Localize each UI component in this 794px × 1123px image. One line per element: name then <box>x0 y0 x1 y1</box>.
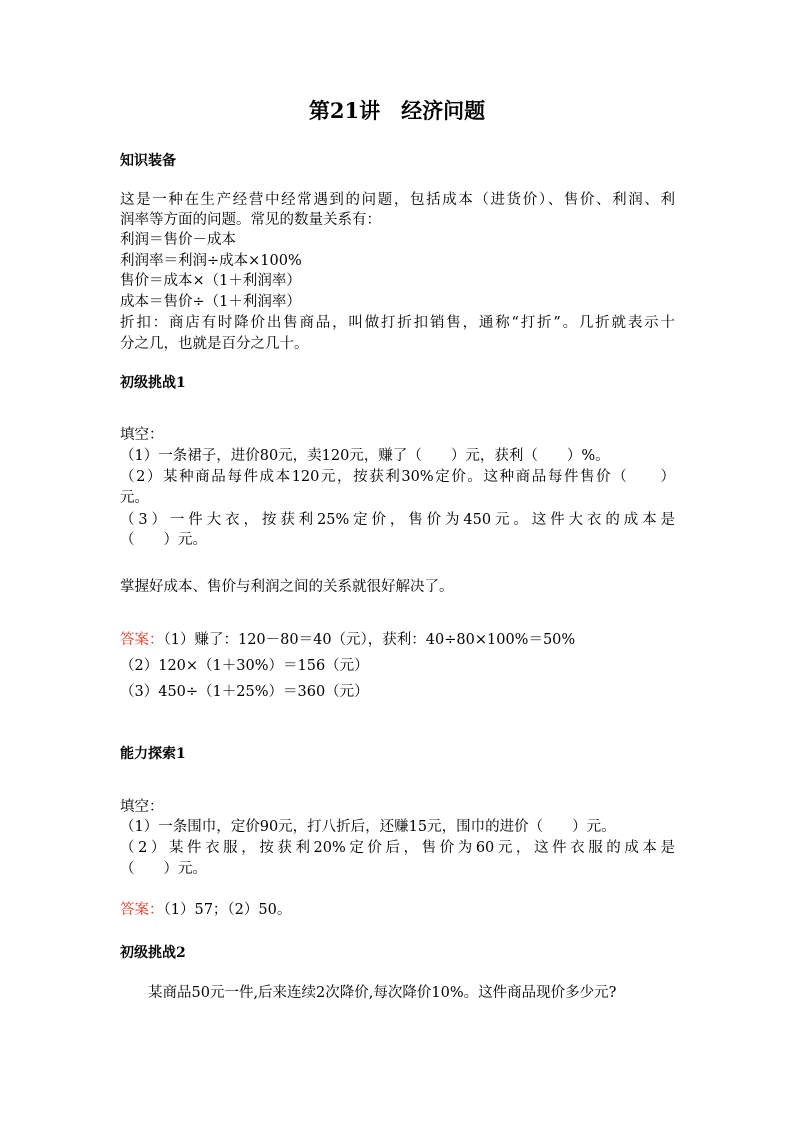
knowledge-line: 分之几，也就是百分之几十。 <box>120 336 309 352</box>
question-3-cont: （ ）元。 <box>120 532 207 548</box>
question: 某商品50元一件,后来连续2次降价,每次降价10%。这件商品现价多少元? <box>148 985 617 1001</box>
answer-text: （1）57；（2）50。 <box>163 902 292 918</box>
question-2-cont: 元。 <box>120 490 149 506</box>
answer-line <box>120 630 575 650</box>
section-heading-knowledge: 知识装备 <box>120 153 176 169</box>
fill-blank-label: 填空： <box>120 427 164 443</box>
knowledge-line: 润率等方面的问题。常见的数量关系有： <box>120 212 381 228</box>
page-title: 第21讲 经济问题 <box>308 98 486 123</box>
knowledge-line: 折扣：商店有时降价出售商品，叫做打折扣销售，通称“打折”。几折就表示十 <box>120 315 675 331</box>
question-3: （3）一件大衣，按获利25%定价，售价为450元。这件大衣的成本是 <box>120 512 675 528</box>
question-2-cont: （ ）元。 <box>120 861 207 877</box>
formula-profit-rate: 利润率＝利润÷成本×100% <box>120 253 302 269</box>
question-2: （2）某种商品每件成本120元，按获利30%定价。这种商品每件售价（ ） <box>120 469 675 485</box>
knowledge-line: 这是一种在生产经营中经常遇到的问题，包括成本（进货价）、售价、利润、利 <box>120 192 675 208</box>
tip-text: 掌握好成本、售价与利润之间的关系就很好解决了。 <box>120 579 454 595</box>
answer-line <box>120 900 291 920</box>
question-1: （1）一条围巾，定价90元，打八折后，还赚15元，围巾的进价（ ）元。 <box>120 819 616 835</box>
formula-selling-price: 售价＝成本×（1＋利润率） <box>120 273 301 289</box>
question-1: （1）一条裙子，进价80元，卖120元，赚了（ ）元，获利（ ）%。 <box>120 448 610 464</box>
answer-2: （2）120×（1＋30%）＝156（元） <box>120 658 369 674</box>
section-heading-explore1: 能力探索1 <box>120 746 186 762</box>
answer-label: 答案： <box>120 632 164 648</box>
answer-3: （3）450÷（1＋25%）＝360（元） <box>120 684 369 700</box>
section-heading-challenge2: 初级挑战2 <box>120 945 186 961</box>
answer-label: 答案： <box>120 902 164 918</box>
formula-cost: 成本＝售价÷（1＋利润率） <box>120 294 301 310</box>
formula-profit: 利润＝售价－成本 <box>120 232 236 248</box>
answer-1: （1）赚了：120－80＝40（元），获利：40÷80×100%＝50% <box>163 632 576 648</box>
section-heading-challenge1: 初级挑战1 <box>120 375 186 391</box>
fill-blank-label: 填空： <box>120 799 164 815</box>
question-2: （2）某件衣服，按获利20%定价后，售价为60元，这件衣服的成本是 <box>120 840 675 856</box>
